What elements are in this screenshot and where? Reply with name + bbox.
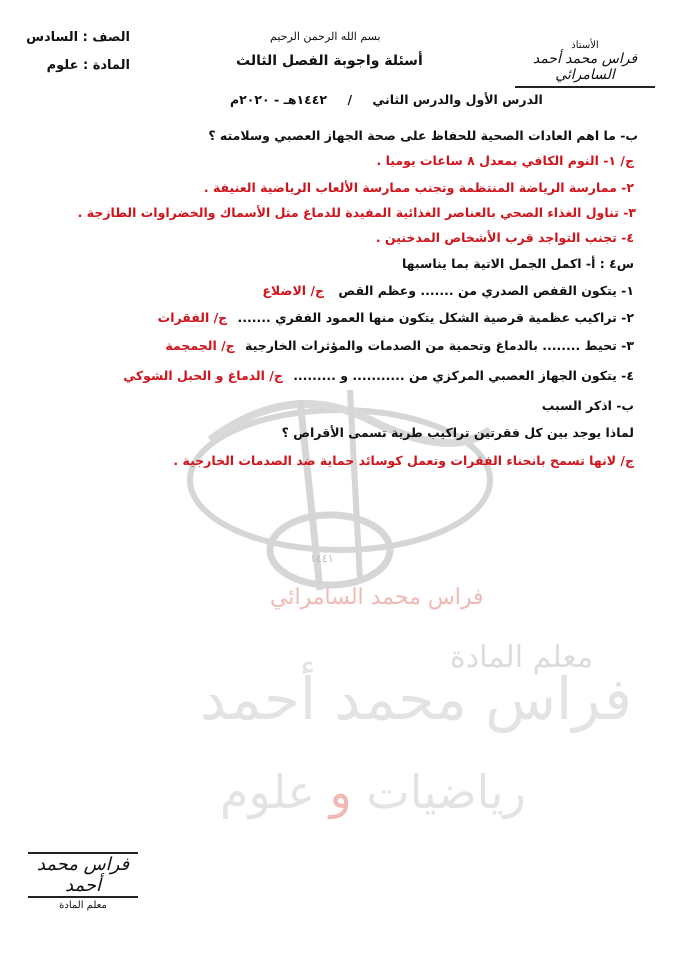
lessons-line — [230, 92, 543, 107]
q4-part-b-answer: ج/ لانها تسمح بانحناء الفقرات وتعمل كوسائد حماية ضد الصدمات الخارجية . — [173, 453, 634, 468]
section-b-question: ب- ما اهم العادات الصحية للحفاظ على صحة الجهاز العصبي وسلامته ؟ — [208, 128, 638, 143]
watermark-and: و — [329, 765, 352, 819]
q4-heading: س٤ : أ- اكمل الجمل الاتية بما يناسبها — [401, 256, 634, 271]
q4-item-1-text: ١- يتكون القفص الصدري من ....... وعظم القص — [338, 283, 634, 298]
answer-line-3: ٣- تناول الغذاء الصحي بالعناصر الغذائية المفيدة للدماغ مثل الأسماك والخضراوات الطازجة . — [77, 205, 636, 220]
subject-label: المادة : علوم — [46, 58, 130, 73]
lessons-label: الدرس الأول والدرس الثاني — [372, 92, 543, 107]
academic-year: ١٤٤٢هـ - ٢٠٢٠م — [230, 92, 328, 107]
q4-item-3-answer: ج/ الجمجمة — [165, 338, 235, 353]
watermark-subject-1: رياضيات — [366, 765, 526, 819]
q4-item-1 — [262, 283, 634, 298]
basmala: بسم الله الرحمن الرحيم — [270, 30, 381, 43]
q4-item-2-text: ٢- تراكيب عظمية قرصية الشكل يتكون منها العمود الفقري ....... — [237, 310, 634, 325]
q4-part-b-heading: ب- اذكر السبب — [541, 398, 634, 413]
watermark-teacher-role: معلم المادة — [450, 640, 594, 675]
page-title: أسئلة واجوبة الفصل الثالث — [236, 53, 423, 69]
calligraphy-seal-watermark — [170, 360, 510, 610]
footer-signature-stamp — [28, 852, 138, 911]
grade-label: الصف : السادس — [26, 30, 130, 45]
footer-role: معلم المادة — [59, 900, 107, 911]
q4-item-3-text: ٣- تحيط ........ بالدماغ وتحمية من الصدمات والمؤثرات الخارجية — [245, 338, 634, 353]
q4-item-2 — [158, 310, 634, 325]
watermark-teacher-name: فراس محمد أحمد — [200, 665, 632, 733]
watermark-subject-2: علوم — [220, 765, 315, 819]
answer-line-2: ٢- ممارسة الرياضة المنتظمة وتجنب ممارسة الألعاب الرياضية العنيفة . — [203, 180, 634, 195]
watermark-signature: فراس محمد السامرائي — [270, 585, 484, 610]
q4-item-1-answer: ج/ الاضلاع — [262, 283, 325, 298]
footer-name: فراس محمد أحمد — [28, 852, 138, 898]
lessons-divider: / — [347, 92, 353, 107]
q4-item-3 — [165, 338, 634, 353]
q4-item-4-text: ٤- يتكون الجهاز العصبي المركزي من ........... و ......... — [293, 368, 634, 383]
answer-line-1: ج/ ١- النوم الكافي بمعدل ٨ ساعات يوميا . — [376, 153, 634, 168]
q4-item-2-answer: ج/ الفقرات — [157, 310, 228, 325]
q4-item-4 — [123, 368, 634, 383]
teacher-prefix: الأستاذ — [571, 40, 599, 51]
watermark-year: ١٤٤١ — [310, 552, 334, 565]
q4-item-4-answer: ج/ الدماغ و الحبل الشوكي — [123, 368, 283, 383]
teacher-signature-logo — [515, 40, 655, 90]
q4-part-b-question: لماذا يوجد بين كل فقرتين تراكيب طرية تسمى الأقراص ؟ — [281, 425, 634, 440]
answer-line-4: ٤- تجنب التواجد قرب الأشخاص المدخنين . — [375, 230, 634, 245]
watermark-subjects — [220, 765, 526, 819]
teacher-name: فراس محمد أحمد السامرائي — [515, 51, 655, 88]
